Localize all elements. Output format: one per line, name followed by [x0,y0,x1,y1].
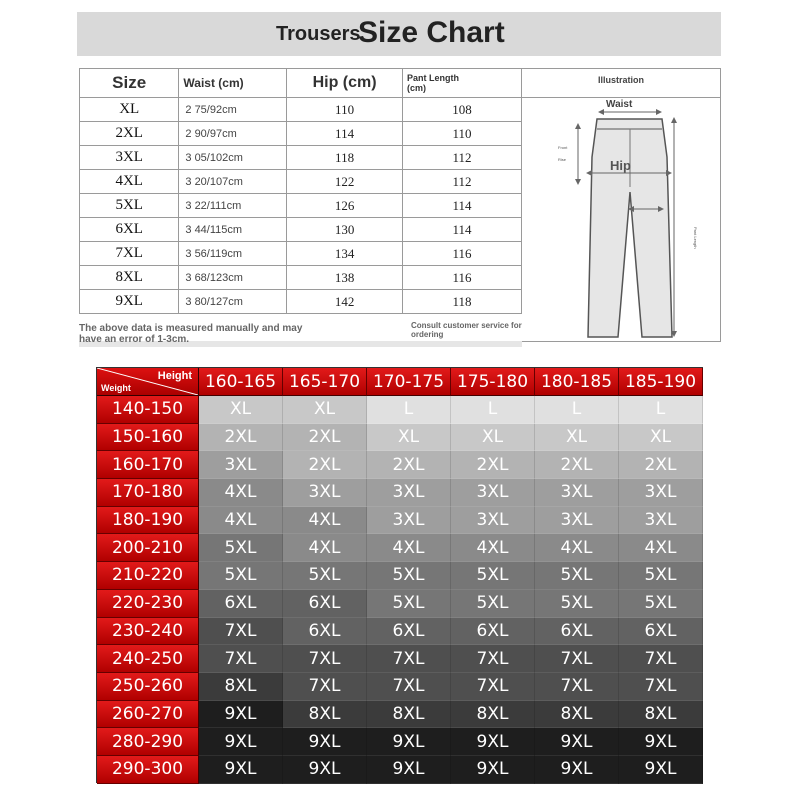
size-cell: 9XL [199,756,283,784]
size-cell: 5XL [283,562,367,590]
size-cell: XL [535,424,619,452]
size-cell: XL [619,424,703,452]
customer-service-note: Consult customer service for ordering [411,321,522,339]
size-cell: 3XL [619,507,703,535]
length-cell: 116 [403,266,522,290]
length-cell: 110 [403,122,522,146]
table-row [80,242,522,266]
size-cell: 3XL [367,479,451,507]
size-cell: L [619,396,703,424]
size-cell: 7XL [535,645,619,673]
title-bar [77,12,721,56]
size-cell: 3XL [619,479,703,507]
size-cell: 3XL [80,146,179,170]
size-cell: 8XL [80,266,179,290]
header-size: Size [80,69,179,98]
size-cell: 3XL [451,479,535,507]
size-cell: 3XL [535,507,619,535]
hip-label: Hip [610,158,631,173]
size-cell: 7XL [367,673,451,701]
size-cell: 7XL [283,673,367,701]
size-cell: 2XL [535,451,619,479]
weight-header-cell: 150-160 [97,424,199,452]
size-cell: 9XL [451,728,535,756]
size-cell: 8XL [619,701,703,729]
weight-header-cell: 200-210 [97,534,199,562]
size-cell: 9XL [199,701,283,729]
hip-cell: 142 [287,290,403,314]
size-cell: 2XL [80,122,179,146]
table-row [80,290,522,314]
size-cell: 9XL [367,756,451,784]
size-cell: 5XL [619,562,703,590]
size-cell: 9XL [451,756,535,784]
header-pant-length-label: Pant Length [407,73,460,83]
size-cell: 5XL [367,590,451,618]
length-cell: 116 [403,242,522,266]
size-cell: 3XL [199,451,283,479]
size-cell: 5XL [199,534,283,562]
waist-cell: 3 22/111cm [179,194,287,218]
hip-cell: 110 [287,98,403,122]
size-cell: 2XL [283,424,367,452]
size-cell: 5XL [80,194,179,218]
size-cell: 9XL [619,756,703,784]
size-cell: 4XL [535,534,619,562]
weight-header-cell: 170-180 [97,479,199,507]
illustration-title: Illustration [597,75,644,85]
length-cell: 112 [403,170,522,194]
page-title: Size Chart [358,16,505,49]
table-row [80,266,522,290]
size-cell: 7XL [451,645,535,673]
header-pant-length-unit: (cm) [407,83,427,93]
weight-header-cell: 240-250 [97,645,199,673]
size-cell: 7XL [283,645,367,673]
size-cell: 8XL [367,701,451,729]
table-row [80,122,522,146]
size-cell: 8XL [451,701,535,729]
size-cell: 9XL [535,756,619,784]
weight-header-cell: 230-240 [97,618,199,646]
height-header-cell: 170-175 [367,368,451,396]
header-hip: Hip (cm) [287,69,403,98]
hip-cell: 130 [287,218,403,242]
hip-cell: 114 [287,122,403,146]
corner-weight-label: Weight [101,383,131,393]
svg-text:Rise: Rise [558,157,567,162]
corner-height-label: Height [157,370,192,382]
size-cell: 2XL [451,451,535,479]
size-cell: 4XL [283,507,367,535]
measurement-note: The above data is measured manually and may have an error of 1-3cm. [79,323,303,345]
size-cell: 4XL [283,534,367,562]
size-table-header [80,69,522,98]
size-cell: 6XL [367,618,451,646]
weight-header-cell: 250-260 [97,673,199,701]
waist-cell: 2 75/92cm [179,98,287,122]
waist-cell: 3 56/119cm [179,242,287,266]
hip-cell: 122 [287,170,403,194]
length-cell: 114 [403,218,522,242]
size-cell: 4XL [367,534,451,562]
hip-cell: 138 [287,266,403,290]
weight-header-cell: 210-220 [97,562,199,590]
size-cell: 8XL [535,701,619,729]
table-row [80,170,522,194]
size-cell: 7XL [535,673,619,701]
height-header-cell: 160-165 [199,368,283,396]
length-cell: 114 [403,194,522,218]
size-cell: 7XL [451,673,535,701]
weight-header-cell: 140-150 [97,396,199,424]
header-pant-length [403,69,522,98]
weight-header-cell: 280-290 [97,728,199,756]
size-cell: L [367,396,451,424]
size-cell: XL [283,396,367,424]
size-cell: L [535,396,619,424]
size-cell: 5XL [451,562,535,590]
size-cell: 3XL [367,507,451,535]
size-cell: 6XL [451,618,535,646]
size-recommendation-grid [96,367,703,783]
size-cell: 7XL [367,645,451,673]
size-cell: 9XL [199,728,283,756]
size-cell: XL [367,424,451,452]
waist-cell: 3 68/123cm [179,266,287,290]
height-header-cell: 175-180 [451,368,535,396]
size-cell: 2XL [199,424,283,452]
waist-cell: 3 05/102cm [179,146,287,170]
header-waist: Waist (cm) [179,69,287,98]
size-cell: 8XL [199,673,283,701]
size-cell: 7XL [619,673,703,701]
weight-header-cell: 290-300 [97,756,199,784]
table-row [80,218,522,242]
title-prefix: Trousers [276,23,361,45]
size-cell: 2XL [619,451,703,479]
size-cell: 6XL [80,218,179,242]
weight-header-cell: 180-190 [97,507,199,535]
size-cell: 6XL [283,618,367,646]
table-row [80,98,522,122]
size-cell: 5XL [535,590,619,618]
waist-cell: 3 80/127cm [179,290,287,314]
hip-cell: 118 [287,146,403,170]
length-cell: 118 [403,290,522,314]
size-cell: 9XL [535,728,619,756]
size-cell: 5XL [535,562,619,590]
size-cell: 4XL [199,479,283,507]
size-cell: 4XL [80,170,179,194]
size-cell: 4XL [199,507,283,535]
size-cell: 9XL [283,756,367,784]
hip-cell: 126 [287,194,403,218]
grid-corner [97,368,199,396]
weight-header-cell: 160-170 [97,451,199,479]
table-row [80,194,522,218]
length-cell: 112 [403,146,522,170]
hip-cell: 134 [287,242,403,266]
size-cell: 5XL [199,562,283,590]
size-cell: 3XL [535,479,619,507]
size-cell: 2XL [367,451,451,479]
size-cell: 3XL [451,507,535,535]
size-cell: XL [451,424,535,452]
height-header-cell: 180-185 [535,368,619,396]
size-cell: XL [80,98,179,122]
size-cell: 9XL [367,728,451,756]
svg-text:Front: Front [558,145,568,150]
height-header-cell: 185-190 [619,368,703,396]
waist-label: Waist [606,99,633,110]
size-cell: 8XL [283,701,367,729]
table-row [80,146,522,170]
trousers-illustration [522,97,720,341]
waist-cell: 3 20/107cm [179,170,287,194]
size-cell: 7XL [80,242,179,266]
size-cell: 7XL [619,645,703,673]
size-cell: 3XL [283,479,367,507]
length-cell: 108 [403,98,522,122]
waist-cell: 3 44/115cm [179,218,287,242]
size-table [79,68,522,314]
size-cell: 7XL [199,618,283,646]
size-cell: 4XL [451,534,535,562]
svg-text:Pant Length: Pant Length [693,227,698,249]
size-cell: 6XL [619,618,703,646]
size-cell: 5XL [619,590,703,618]
waist-cell: 2 90/97cm [179,122,287,146]
size-cell: 9XL [619,728,703,756]
size-cell: 4XL [619,534,703,562]
weight-header-cell: 260-270 [97,701,199,729]
size-cell: 9XL [283,728,367,756]
size-cell: 6XL [199,590,283,618]
size-cell: 7XL [199,645,283,673]
weight-header-cell: 220-230 [97,590,199,618]
size-cell: 6XL [535,618,619,646]
size-cell: 2XL [283,451,367,479]
size-table-body [80,98,522,314]
illustration-header [522,69,720,98]
size-cell: 5XL [451,590,535,618]
size-cell: 9XL [80,290,179,314]
size-cell: 6XL [283,590,367,618]
size-cell: L [451,396,535,424]
size-cell: XL [199,396,283,424]
size-cell: 5XL [367,562,451,590]
height-header-cell: 165-170 [283,368,367,396]
